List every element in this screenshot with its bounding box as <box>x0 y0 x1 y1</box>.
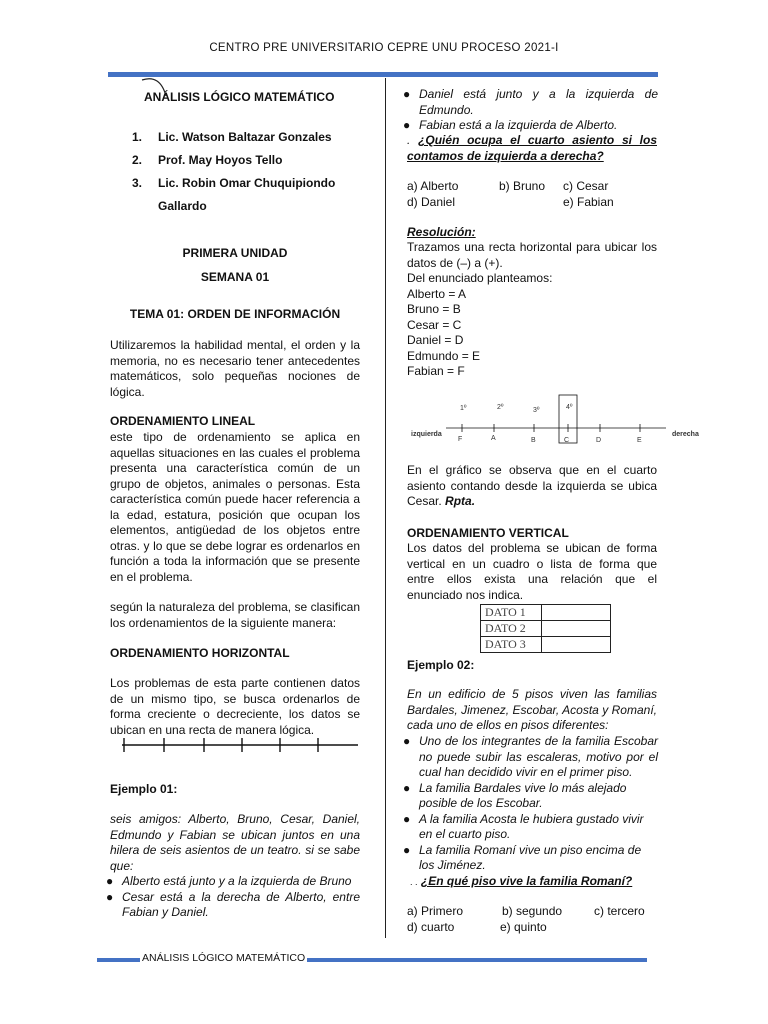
right-direction-label: derecha <box>672 431 699 438</box>
list-item: ● Alberto está junto y a la izquierda de Bruno <box>106 874 352 888</box>
options1 <box>407 179 657 210</box>
bullet-icon: ● <box>403 780 411 795</box>
course-title: ANÁLISIS LÓGICO MATEMÁTICO <box>144 90 335 104</box>
seat-point-label: D <box>596 437 602 444</box>
bullet-icon: ● <box>403 842 411 857</box>
topic-title: TEMA 01: ORDEN DE INFORMACIÓN <box>129 307 341 321</box>
author-item: 3. Lic. Robin Omar Chuquipiondo <box>132 176 336 190</box>
intro-paragraph: Utilizaremos la habilidad mental, el orden y la memoria, no es necesario tener antecedentes matemáticos, solo pequeñas nociones de lógica. <box>110 338 360 399</box>
list-item: ● Uno de los integrantes de la familia Escobar no puede subir las escaleras, motivo por el cual han decidido vivir en el primer piso. <box>403 734 658 779</box>
author-item: 2. Prof. May Hoyos Tello <box>132 153 283 167</box>
table-row <box>481 637 611 653</box>
table-cell <box>542 637 611 653</box>
seat-point-label: A <box>491 435 496 442</box>
unit-title: PRIMERA UNIDAD <box>182 246 288 260</box>
lineal-paragraph: este tipo de ordenamiento se aplica en aquellas situaciones en las cuales el problema presenta una característica común de un grupo de objetos, animales o personas. Esta característica común puede hacer referencia a la edad, estatura, posición que ocupan los elementos, antigüedad de los objetos entre otras. y lo que se debe lograr es ordenarlos en función a toda la información que se presente en el problema. <box>110 430 360 584</box>
resolution-line: Alberto = A <box>407 286 467 301</box>
resolution-line: Del enunciado planteamos: <box>407 271 553 285</box>
seat-order-diagram <box>406 394 706 450</box>
example1-heading: Ejemplo 01: <box>110 782 178 796</box>
question2: . . ¿En qué piso vive la familia Romaní? <box>410 874 633 888</box>
resolution-line: Bruno = B <box>407 302 461 316</box>
resolution-line: Cesar = C <box>407 317 462 332</box>
author-item: 1. Lic. Watson Baltazar Gonzales <box>132 130 332 144</box>
option-b: b) Bruno <box>499 179 546 193</box>
resolution-line: Trazamos una recta horizontal para ubicar los datos de (–) a (+). <box>407 240 657 270</box>
list-item: ● Cesar está a la derecha de Alberto, entre Fabian y Daniel. <box>106 889 360 919</box>
option-e: e) quinto <box>500 919 547 934</box>
resolution-heading: Resolución: <box>407 225 476 239</box>
number-line-diagram <box>118 736 362 754</box>
table-row <box>481 605 611 621</box>
example2-bullets <box>401 734 658 874</box>
list-item: ● La familia Romaní vive un piso encima de los Jiménez. <box>403 842 642 872</box>
ordinal-label: 4º <box>566 404 573 411</box>
bullet-icon: ● <box>403 118 411 132</box>
header-rule <box>108 72 658 77</box>
resolution-body <box>407 240 657 380</box>
horizontal-paragraph: Los problemas de esta parte contienen datos de un mismo tipo, se busca ordenarlos de forma creciente o decreciente, los datos se ubican en una recta de manera lógica. <box>110 676 360 737</box>
bullet-icon: ● <box>106 874 114 888</box>
resolution-line: Fabian = F <box>407 364 465 378</box>
example2-heading: Ejemplo 02: <box>407 658 475 672</box>
horizontal-heading: ORDENAMIENTO HORIZONTAL <box>110 646 290 660</box>
page-footer: ANÁLISIS LÓGICO MATEMÁTICO <box>142 952 306 964</box>
column-divider <box>385 78 386 938</box>
seat-point-label: B <box>531 437 536 444</box>
classify-paragraph: según la naturaleza del problema, se clasifican los ordenamientos de la siguiente manera: <box>110 600 360 630</box>
author-list <box>110 126 360 218</box>
options2 <box>407 904 657 935</box>
table-cell: DATO 3 <box>481 637 542 653</box>
bullet-icon: ● <box>403 811 411 826</box>
option-b: b) segundo <box>502 904 563 918</box>
resolution-line: Daniel = D <box>407 333 464 347</box>
option-c: c) tercero <box>594 904 645 918</box>
resolution-line: Edmundo = E <box>407 348 481 363</box>
seat-point-label: C <box>564 437 570 444</box>
author-item-cont: Gallardo <box>158 199 207 213</box>
option-e: e) Fabian <box>563 194 614 209</box>
option-c: c) Cesar <box>563 179 609 193</box>
question1: . ¿Quién ocupa el cuarto asiento si los contamos de izquierda a derecha? <box>407 133 657 163</box>
table-cell <box>542 621 611 637</box>
data-table <box>480 604 611 653</box>
bullet-icon: ● <box>403 734 411 748</box>
vertical-heading: ORDENAMIENTO VERTICAL <box>407 526 569 540</box>
rpta-label: Rpta. <box>445 494 476 508</box>
table-row <box>481 621 611 637</box>
option-d: d) cuarto <box>407 919 455 934</box>
ordinal-label: 1º <box>460 405 467 412</box>
example2-paragraph: En un edificio de 5 pisos viven las familias Bardales, Jimenez, Escobar, Acosta y Romaní, cada uno de ellos en pisos diferentes: <box>407 687 657 732</box>
example1-paragraph: seis amigos: Alberto, Bruno, Cesar, Daniel, Edmundo y Fabian se ubican juntos en una hilera de seis asientos de un teatro. si se sabe que: <box>110 812 360 873</box>
conclusion-paragraph: En el gráfico se observa que en el cuarto asiento contando desde la izquierda se ubica Cesar. Rpta. <box>407 463 657 508</box>
seat-point-label: F <box>458 436 463 443</box>
left-direction-label: izquierda <box>411 431 442 438</box>
week-title: SEMANA 01 <box>200 270 270 284</box>
table-cell: DATO 1 <box>481 605 542 621</box>
ordinal-label: 2º <box>497 404 504 411</box>
vertical-paragraph: Los datos del problema se ubican de forma vertical en un cuadro o lista de forma que entre ellos exista una relación que el enunciado nos indica. <box>407 541 657 602</box>
table-cell: DATO 2 <box>481 621 542 637</box>
example1-bullets <box>104 874 360 921</box>
list-item: ● A la familia Acosta le hubiera gustado vivir en el cuarto piso. <box>403 811 644 841</box>
list-item: ● La familia Bardales vive lo más alejado posible de los Escobar. <box>403 780 627 810</box>
ordinal-label: 3º <box>533 407 540 414</box>
lineal-heading: ORDENAMIENTO LINEAL <box>110 414 256 428</box>
bullet-icon: ● <box>106 889 114 904</box>
list-item: ● Daniel está junto y a la izquierda de Edmundo. <box>403 87 658 117</box>
bullet-icon: ● <box>403 87 411 101</box>
example1-bullets-cont <box>401 87 658 134</box>
seat-point-label: E <box>637 437 642 444</box>
page-header: CENTRO PRE UNIVERSITARIO CEPRE UNU PROCESO 2021-I <box>209 42 559 54</box>
option-a: a) Primero <box>407 904 464 918</box>
option-d: d) Daniel <box>407 194 456 209</box>
table-cell <box>542 605 611 621</box>
list-item: ● Fabian está a la izquierda de Alberto. <box>403 118 618 132</box>
option-a: a) Alberto <box>407 179 459 193</box>
